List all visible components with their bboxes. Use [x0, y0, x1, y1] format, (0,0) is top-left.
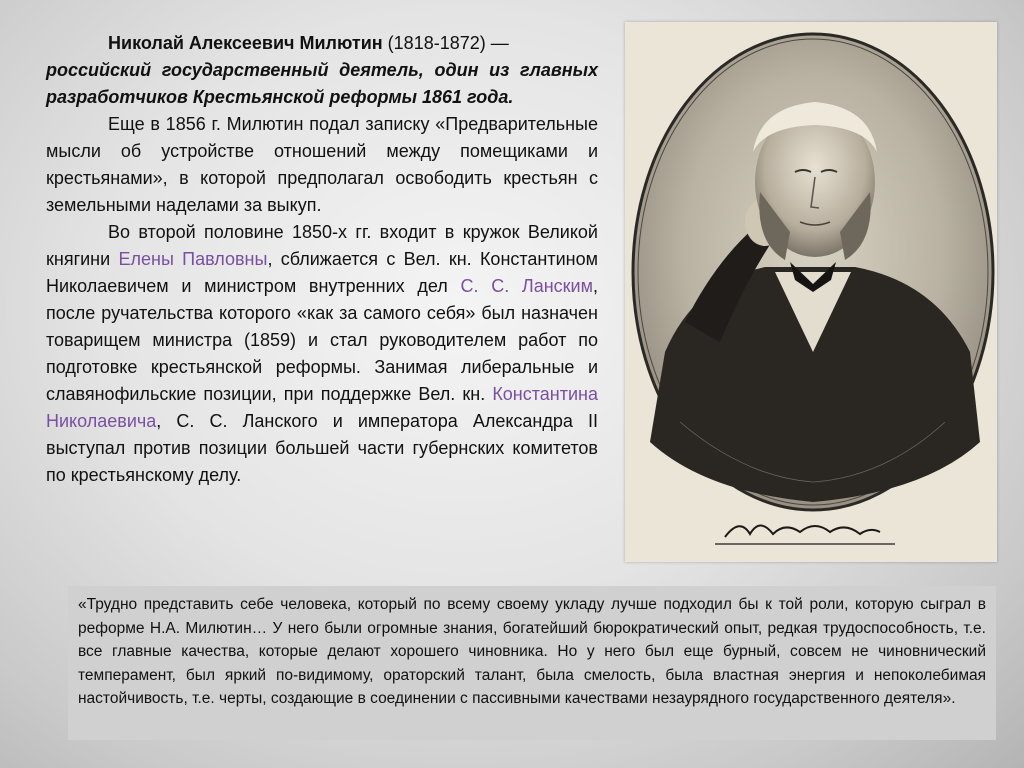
heading-paragraph: [46, 30, 598, 57]
person-name: Николай Алексеевич Милютин: [108, 33, 383, 53]
portrait-engraving: [625, 22, 997, 562]
paragraph-2-part-1: Во второй половине 1850-х гг. входит в кружок Великой княгини: [46, 222, 598, 269]
quote-text: «Трудно представить себе человека, который по всему своему укладу лучше подходил бы к той роли, которую сыграл в реформе Н.А. Милютин… У него были огромные знания, богатейший бюрократический опыт, редкая трудоспособность, т.е. все главные качества, которые делают хорошего чиновника. Но у него был еще бурный, совсем не чиновнический темперамент, был яркий по-видимому, ораторский талант, была смелость, была властная энергия и непоколебимая настойчивость, т.е. черты, создающие в соединении с пассивными качествами незаурядного государственного деятеля».: [78, 596, 986, 707]
main-text-block: [46, 30, 598, 489]
paragraph-1: Еще в 1856 г. Милютин подал записку «Предварительные мысли об устройстве отношений между помещиками и крестьянами», в которой предполагал освободить крестьян с земельными наделами за выкуп.: [46, 114, 598, 215]
paragraph-2-part-4: , С. С. Ланского и императора Александра II выступал против позиции большей части губернских комитетов по крестьянскому делу.: [46, 411, 598, 485]
paragraph-2-part-3: , после ручательства которого «как за самого себя» был назначен товарищем министра (1859) и стал руководителем работ по подготовке крестьянской реформы. Занимая либеральные и славянофильские позиции, при поддержке Вел. кн.: [46, 276, 598, 404]
portrait-image: [625, 22, 997, 562]
link-elena-pavlovna[interactable]: Елены Павловны: [118, 249, 268, 269]
person-years: (1818-1872) —: [382, 33, 509, 53]
paragraph-2-part-2: , сближается с Вел. кн. Константином Николаевичем и министром внутренних дел: [46, 249, 599, 296]
link-konstantin-nikolaevich[interactable]: Константина Николаевича: [46, 384, 598, 431]
paragraph-2: [46, 219, 598, 489]
link-lanskoy[interactable]: С. С. Ланским: [460, 276, 593, 296]
quote-box: [68, 586, 996, 740]
person-description: российский государственный деятель, один из главных разработчиков Крестьянской реформы 1861 года.: [46, 60, 598, 107]
